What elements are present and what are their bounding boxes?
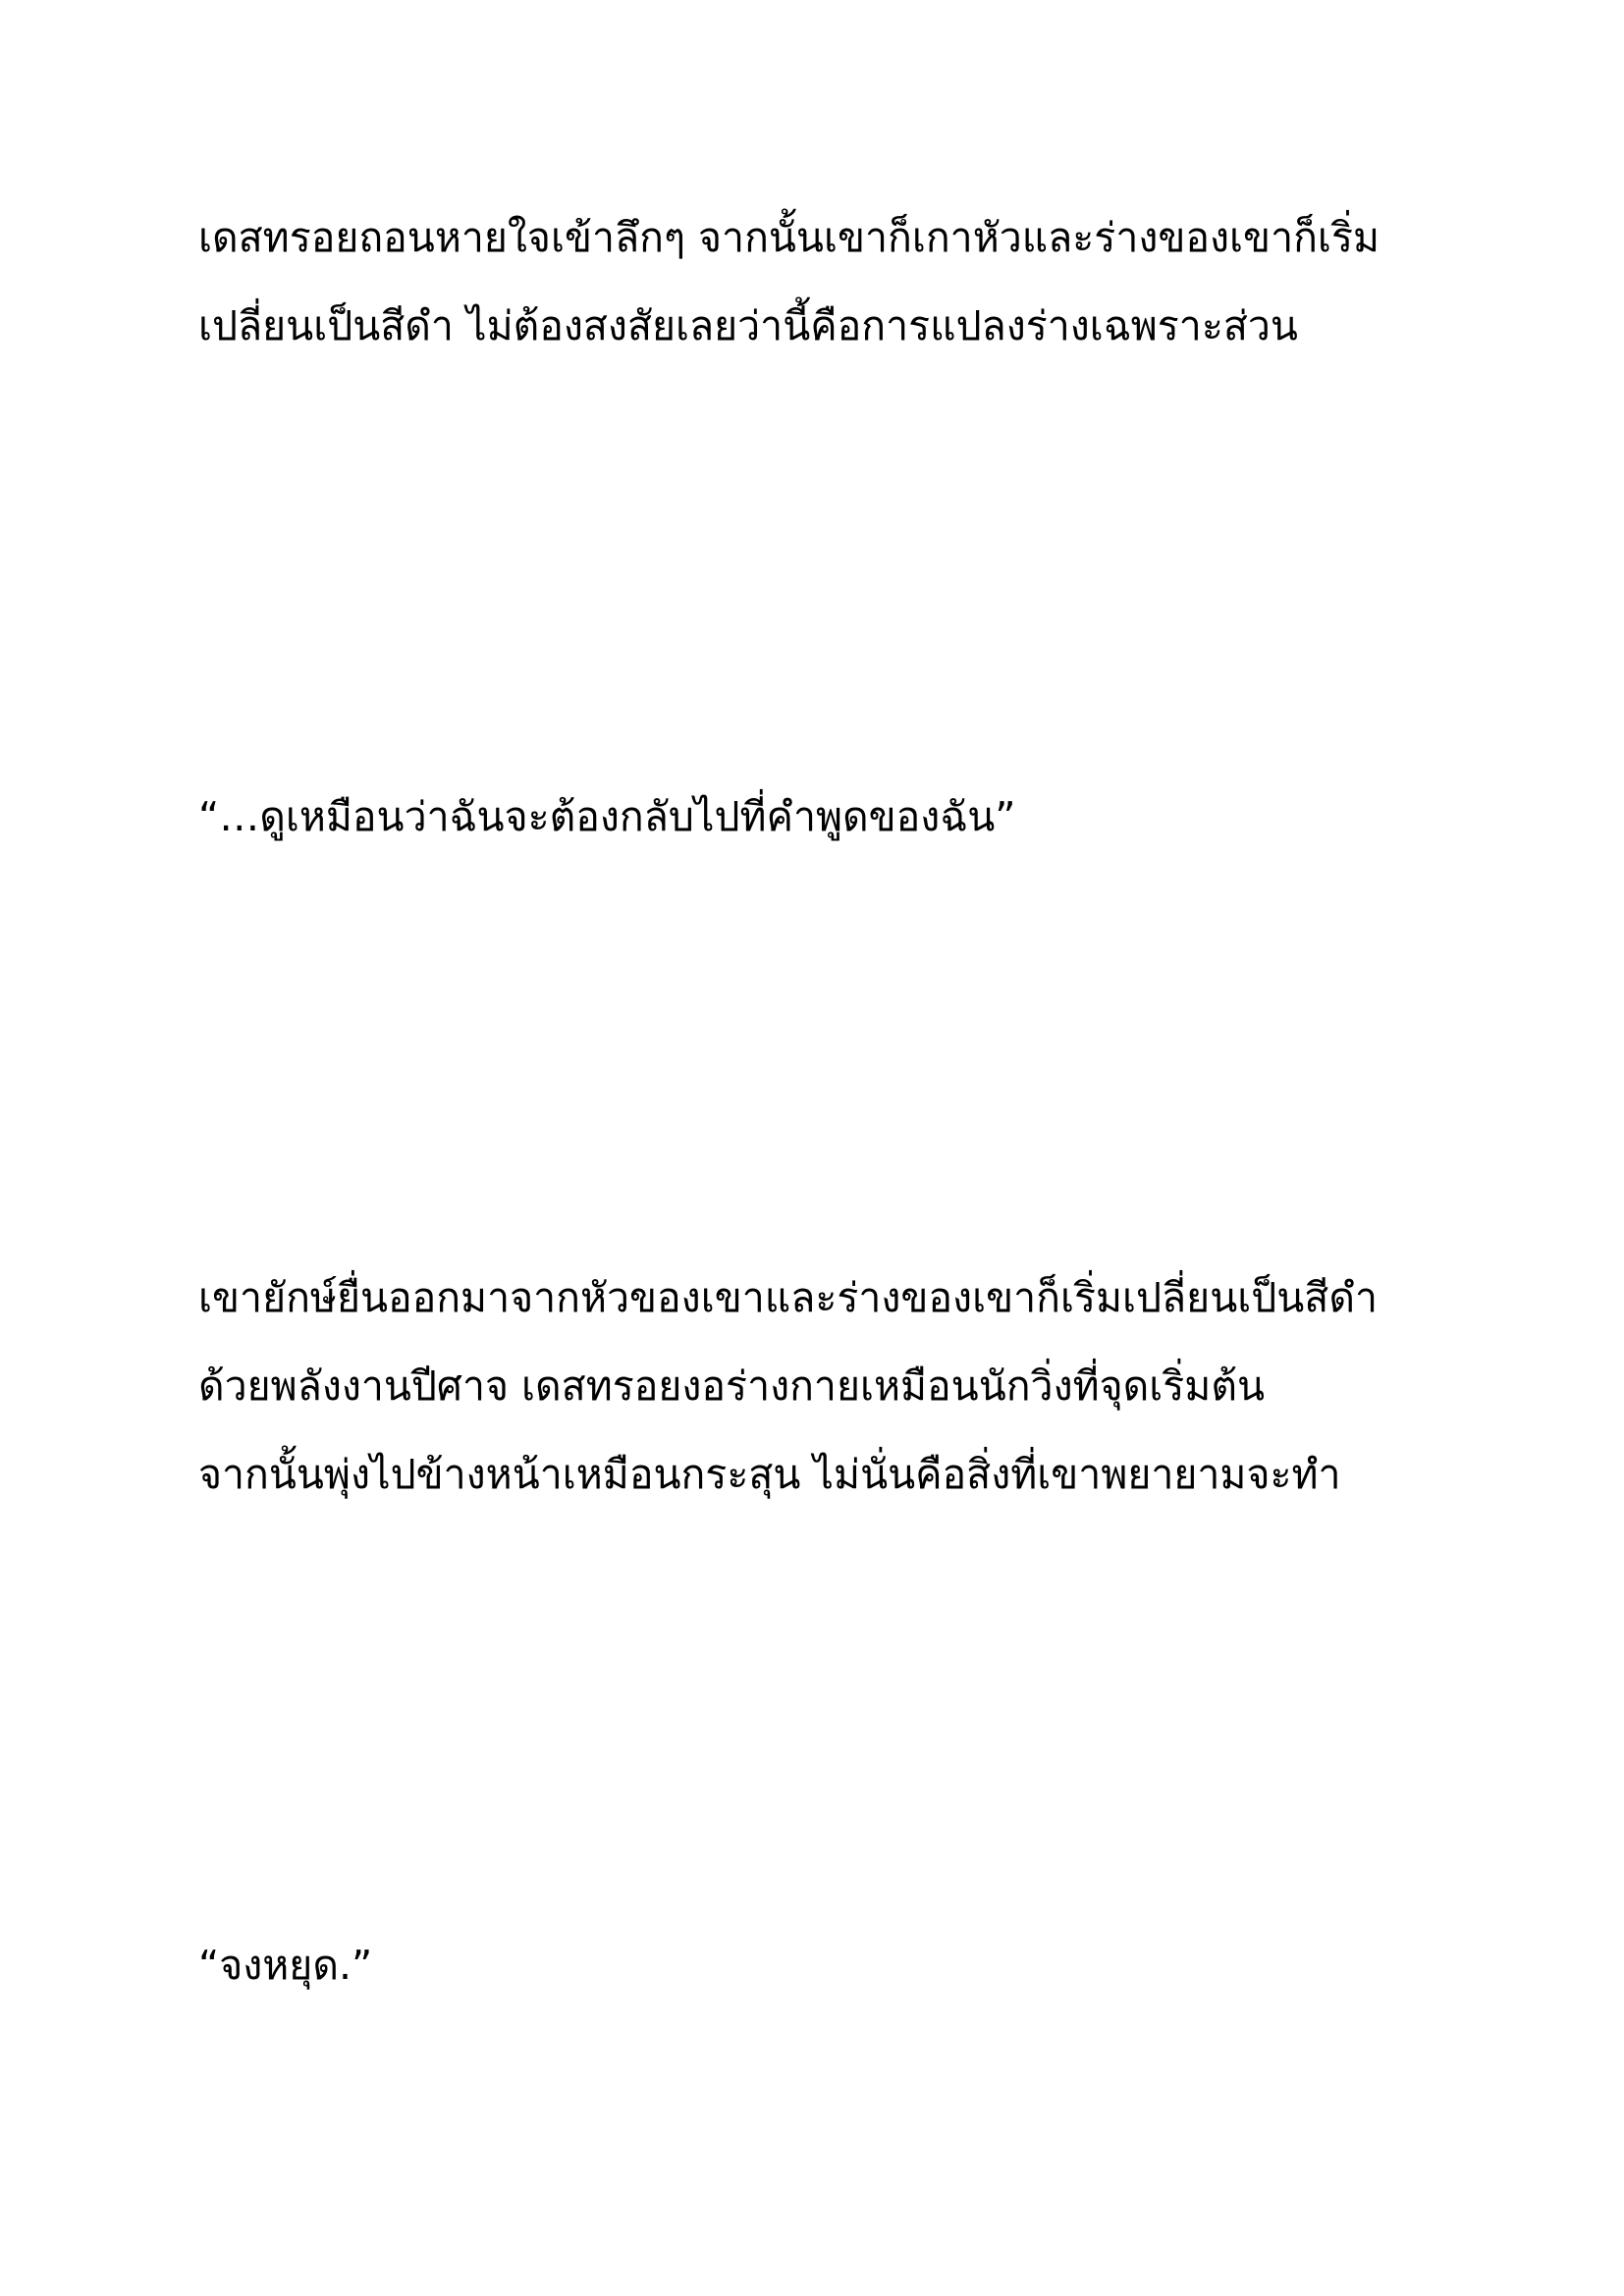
paragraph-2-line-1: เขายักษ์ยื่นออกมาจากหัวของเขาและร่างของเขาก็เริ่มเปลี่ยนเป็นสีดำ <box>198 1274 1378 1321</box>
dialogue-1: “…ดูเหมือนว่าฉันจะต้องกลับไปที่คำพูดของฉัน” <box>198 793 1016 840</box>
paragraph-2-line-2: ด้วยพลังงานปีศาจ เดสทรอยงอร่างกายเหมือนนักวิ่งที่จุดเริ่มต้น <box>198 1362 1265 1410</box>
paragraph-1-line-1: เดสทรอยถอนหายใจเข้าลึกๆ จากนั้นเขาก็เกาหัวและร่างของเขาก็เริ่ม <box>198 214 1380 261</box>
paragraph-2-line-3: จากนั้นพุ่งไปข้างหน้าเหมือนกระสุน ไม่นั่นคือสิ่งที่เขาพยายามจะทำ <box>198 1451 1341 1498</box>
dialogue-2: “จงหยุด.” <box>198 1942 373 1989</box>
paragraph-1-line-2: เปลี่ยนเป็นสีดำ ไม่ต้องสงสัยเลยว่านี้คือการแปลงร่างเฉพราะส่วน <box>198 302 1298 349</box>
